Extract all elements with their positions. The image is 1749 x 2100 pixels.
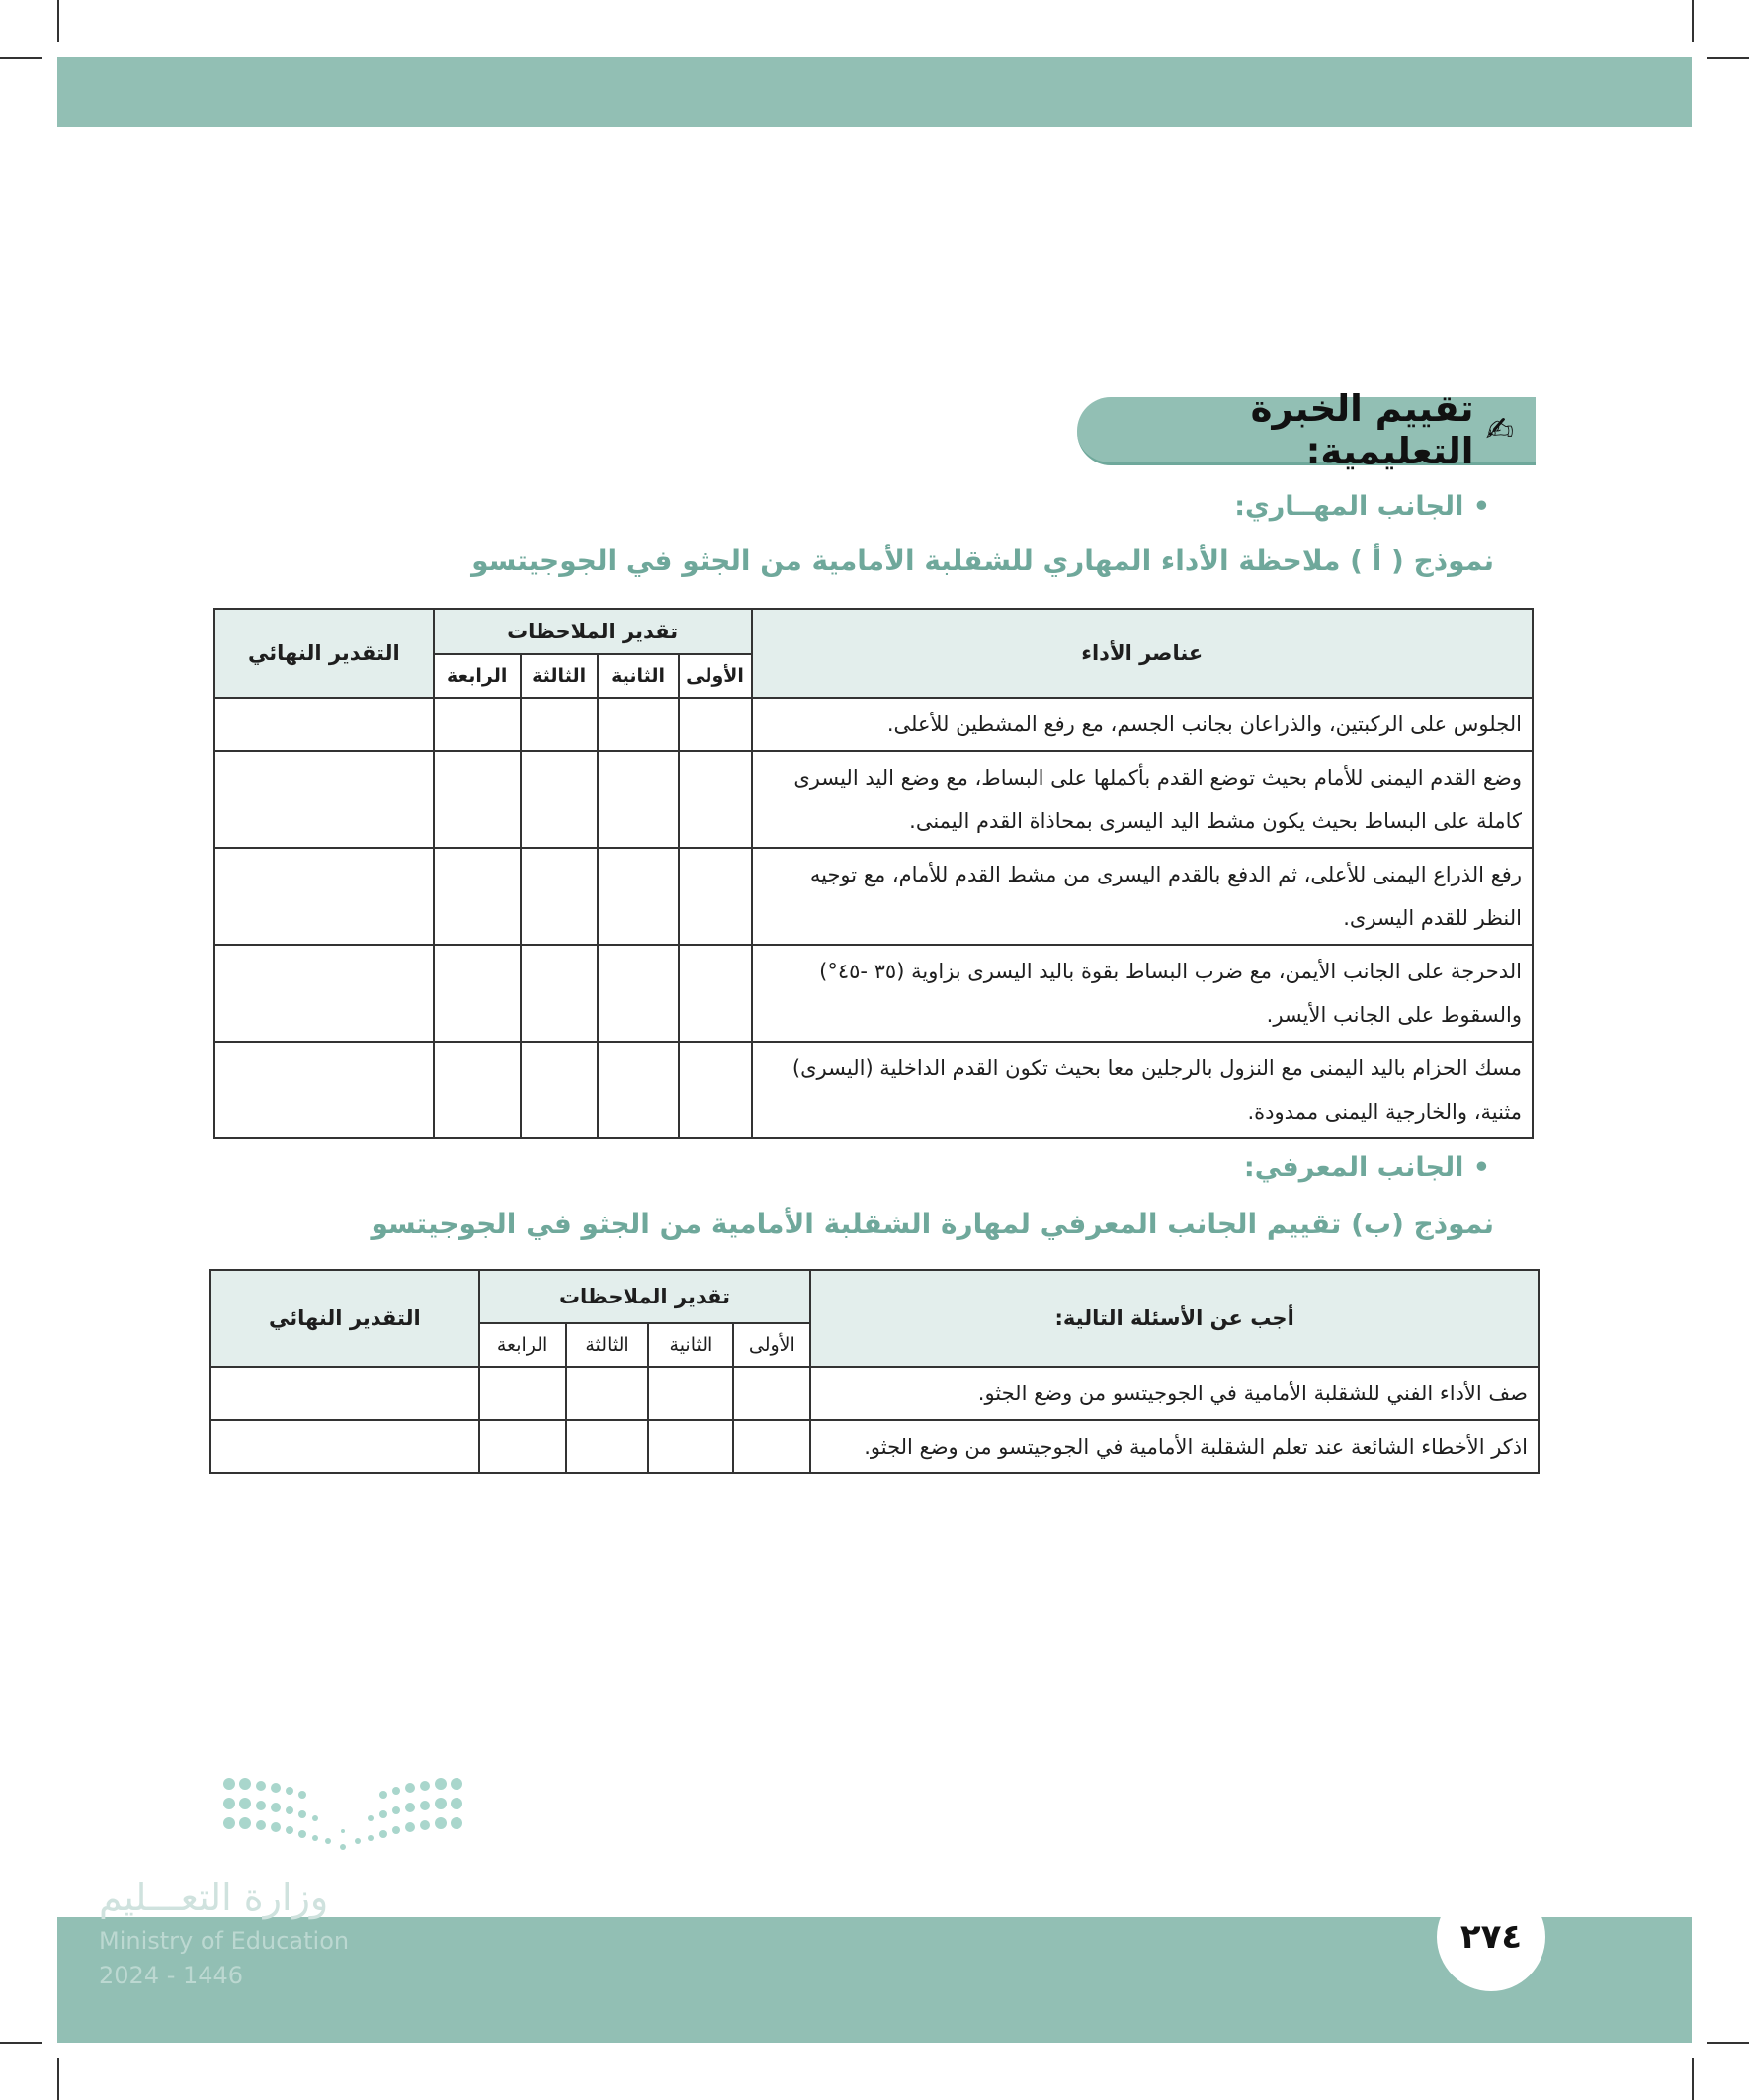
knowledge-model-title: نموذج (ب) تقييم الجانب المعرفي لمهارة الشقلبة الأمامية من الجثو في الجوجيتسو [371, 1208, 1494, 1240]
final-grade-cell[interactable] [214, 751, 434, 848]
table-row [210, 1367, 1539, 1420]
pen-icon: ✍ [1485, 410, 1514, 450]
observation-fourth: الرابعة [434, 654, 521, 698]
performance-element: مسك الحزام باليد اليمنى مع النزول بالرجلين معا بحيث تكون القدم الداخلية (اليسرى) مثنية، والخارجية اليمنى ممدودة. [752, 1042, 1534, 1138]
elements-header: عناصر الأداء [752, 609, 1534, 698]
crop-mark [57, 2058, 59, 2100]
observation-second: الثانية [598, 654, 679, 698]
grade-cell[interactable] [598, 848, 679, 945]
grade-cell[interactable] [434, 848, 521, 945]
observation-first: الأولى [679, 654, 752, 698]
observations-header: تقدير الملاحظات [479, 1270, 811, 1323]
final-grade-cell[interactable] [210, 1420, 479, 1473]
performance-element: الجلوس على الركبتين، والذراعان بجانب الجسم، مع رفع المشطين للأعلى. [752, 698, 1534, 751]
crop-mark [57, 0, 59, 42]
skill-heading: • الجانب المهــاري: [1234, 491, 1490, 522]
grade-cell[interactable] [479, 1367, 566, 1420]
grade-cell[interactable] [479, 1420, 566, 1473]
top-band [57, 57, 1692, 127]
observation-fourth: الرابعة [479, 1323, 566, 1367]
knowledge-table [209, 1269, 1540, 1474]
grade-cell[interactable] [598, 1042, 679, 1138]
final-grade-cell[interactable] [214, 698, 434, 751]
questions-header: أجب عن الأسئلة التالية: [810, 1270, 1539, 1367]
crop-mark [1707, 2042, 1749, 2044]
grade-cell[interactable] [733, 1420, 810, 1473]
section-title: تقييم الخبرة التعليمية: [1250, 387, 1474, 472]
grade-cell[interactable] [434, 751, 521, 848]
section-header [1077, 387, 1536, 472]
grade-cell[interactable] [521, 698, 598, 751]
observations-header: تقدير الملاحظات [434, 609, 752, 654]
crop-mark [1707, 57, 1749, 59]
performance-element: رفع الذراع اليمنى للأعلى، ثم الدفع بالقدم اليسرى من مشط القدم للأمام، مع توجيه النظر للقدم اليسرى. [752, 848, 1534, 945]
grade-cell[interactable] [679, 1042, 752, 1138]
final-grade-cell[interactable] [210, 1367, 479, 1420]
grade-cell[interactable] [434, 698, 521, 751]
question: اذكر الأخطاء الشائعة عند تعلم الشقلبة الأمامية في الجوجيتسو من وضع الجثو. [810, 1420, 1539, 1473]
table-row [214, 751, 1533, 848]
grade-cell[interactable] [598, 751, 679, 848]
performance-element: وضع القدم اليمنى للأمام بحيث توضع القدم بأكملها على البساط، مع وضع اليد اليسرى كاملة على البساط بحيث يكون مشط اليد اليسرى بمحاذاة القدم اليمنى. [752, 751, 1534, 848]
ministry-name-english: Ministry of Education [99, 1927, 350, 1955]
grade-cell[interactable] [679, 751, 752, 848]
grade-cell[interactable] [648, 1420, 733, 1473]
ministry-year: 2024 - 1446 [99, 1962, 244, 1989]
observation-third: الثالثة [566, 1323, 649, 1367]
grade-cell[interactable] [434, 945, 521, 1042]
grade-cell[interactable] [598, 945, 679, 1042]
skill-model-title: نموذج ( أ ) ملاحظة الأداء المهاري للشقلبة الأمامية من الجثو في الجوجيتسو [471, 545, 1494, 577]
grade-cell[interactable] [598, 698, 679, 751]
grade-cell[interactable] [434, 1042, 521, 1138]
crop-mark [1692, 0, 1694, 42]
table-row [210, 1420, 1539, 1473]
grade-cell[interactable] [679, 848, 752, 945]
grade-cell[interactable] [521, 751, 598, 848]
page-number: ٢٧٤ [1437, 1883, 1545, 1991]
crop-mark [1692, 2058, 1694, 2100]
final-grade-header: التقدير النهائي [214, 609, 434, 698]
observation-first: الأولى [733, 1323, 810, 1367]
observation-second: الثانية [648, 1323, 733, 1367]
grade-cell[interactable] [733, 1367, 810, 1420]
knowledge-heading: • الجانب المعرفي: [1243, 1152, 1490, 1183]
grade-cell[interactable] [679, 698, 752, 751]
final-grade-cell[interactable] [214, 848, 434, 945]
final-grade-cell[interactable] [214, 945, 434, 1042]
grade-cell[interactable] [521, 848, 598, 945]
grade-cell[interactable] [566, 1420, 649, 1473]
grade-cell[interactable] [648, 1367, 733, 1420]
question: صف الأداء الفني للشقلبة الأمامية في الجوجيتسو من وضع الجثو. [810, 1367, 1539, 1420]
final-grade-cell[interactable] [214, 1042, 434, 1138]
ministry-logo-dots [219, 1774, 466, 1853]
grade-cell[interactable] [566, 1367, 649, 1420]
table-row [214, 1042, 1533, 1138]
crop-mark [0, 57, 42, 59]
final-grade-header: التقدير النهائي [210, 1270, 479, 1367]
crop-mark [0, 2042, 42, 2044]
table-row [214, 698, 1533, 751]
grade-cell[interactable] [679, 945, 752, 1042]
table-row [214, 945, 1533, 1042]
ministry-name-arabic: وزارة التعـــليم [99, 1876, 329, 1919]
performance-element: الدحرجة على الجانب الأيمن، مع ضرب البساط بقوة باليد اليسرى بزاوية (٣٥ -٤٥°) والسقوط على الجانب الأيسر. [752, 945, 1534, 1042]
grade-cell[interactable] [521, 1042, 598, 1138]
observation-third: الثالثة [521, 654, 598, 698]
grade-cell[interactable] [521, 945, 598, 1042]
skill-table [213, 608, 1534, 1139]
table-row [214, 848, 1533, 945]
